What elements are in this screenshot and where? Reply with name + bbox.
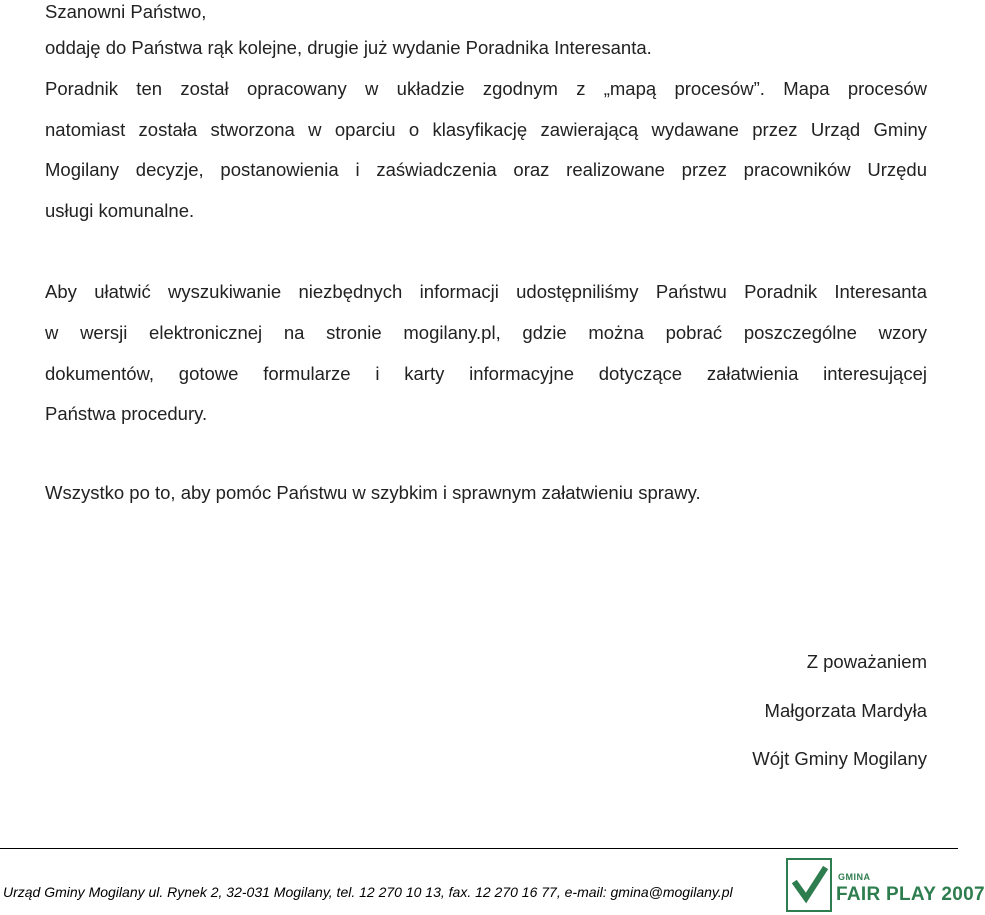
closing: Z poważaniem [806,651,927,672]
paragraph2-line2: w wersji elektronicznej na stronie mogilany.pl, gdzie można pobrać poszczególne wzory [45,322,927,343]
checkmark-logo-icon [786,858,832,912]
paragraph2-line1: Aby ułatwić wyszukiwanie niezbędnych informacji udostępniliśmy Państwu Poradnik Interesanta [45,281,927,302]
signatory-title: Wójt Gminy Mogilany [752,748,927,769]
logo-big-text: FAIR PLAY 2007 [836,884,985,905]
paragraph2-line3: dokumentów, gotowe formularze i karty informacyjne dotyczące załatwienia interesującej [45,363,927,384]
signatory-name: Małgorzata Mardyła [764,700,927,721]
paragraph1-line5: usługi komunalne. [45,200,195,221]
paragraph1-line2: Poradnik ten został opracowany w układzie zgodnym z „mapą procesów”. Mapa procesów [45,78,927,99]
footer-divider [0,848,958,849]
salutation: Szanowni Państwo, [45,1,207,22]
paragraph1-line3: natomiast została stworzona w oparciu o klasyfikację zawierającą wydawane przez Urząd Gminy [45,119,927,140]
fair-play-logo [786,858,985,912]
paragraph3: Wszystko po to, aby pomóc Państwu w szybkim i sprawnym załatwieniu sprawy. [45,482,701,503]
paragraph2-line4: Państwa procedury. [45,403,208,424]
logo-small-text: GMINA [838,872,871,882]
paragraph1-line1: oddaję do Państwa rąk kolejne, drugie już wydanie Poradnika Interesanta. [45,37,652,58]
paragraph1-line4: Mogilany decyzje, postanowienia i zaświadczenia oraz realizowane przez pracowników Urzędu [45,159,927,180]
footer-address: Urząd Gminy Mogilany ul. Rynek 2, 32-031 Mogilany, tel. 12 270 10 13, fax. 12 270 16 77, e-mail: gmina@mogilany.pl [3,884,733,900]
